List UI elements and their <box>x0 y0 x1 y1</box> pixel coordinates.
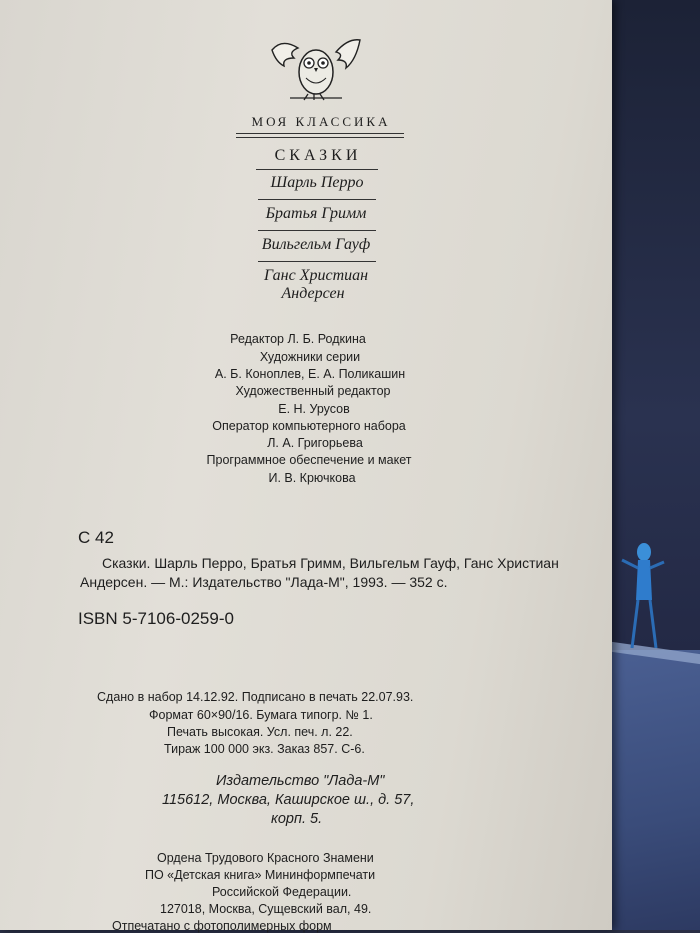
credit-line: Оператор компьютерного набора <box>212 419 406 433</box>
cover-figure-illustration <box>616 540 676 660</box>
book-title: СКАЗКИ <box>274 147 362 164</box>
divider <box>236 137 404 138</box>
credit-line: Программное обеспечение и макет <box>206 453 412 467</box>
imprint-line: Сдано в набор 14.12.92. Подписано в печать 22.07.93. <box>97 690 414 704</box>
divider <box>258 261 376 262</box>
owl-emblem-icon <box>268 36 364 102</box>
divider <box>236 133 404 134</box>
imprint-line: Формат 60×90/16. Бумага типогр. № 1. <box>149 708 373 722</box>
printer-line: ПО «Детская книга» Мининформпечати <box>145 868 376 882</box>
publisher-address: 115612, Москва, Каширское ш., д. 57, <box>162 792 415 808</box>
credit-line: Л. А. Григорьева <box>267 436 363 450</box>
author-name: Вильгельм Гауф <box>261 236 371 253</box>
imprint-line: Тираж 100 000 экз. Заказ 857. С-6. <box>164 742 365 756</box>
divider <box>258 199 376 200</box>
credit-line: И. В. Крючкова <box>268 471 356 485</box>
divider <box>258 230 376 231</box>
classification-code: С 42 <box>78 528 114 547</box>
credit-line: Художники серии <box>259 350 361 364</box>
cover-illustration-floor <box>612 650 700 930</box>
credit-line: Редактор Л. Б. Родкина <box>230 332 366 346</box>
credit-line: А. Б. Коноплев, Е. А. Поликашин <box>214 367 406 381</box>
author-name: Андерсен <box>281 285 345 302</box>
publisher-name: Издательство "Лада-М" <box>216 773 385 789</box>
series-name: МОЯ КЛАССИКА <box>251 114 391 129</box>
isbn: ISBN 5-7106-0259-0 <box>78 609 234 628</box>
divider <box>256 169 378 170</box>
credit-line: Е. Н. Урусов <box>278 402 350 416</box>
bibliographic-line: Андерсен. — М.: Издательство "Лада-М", 1993. — 352 с. <box>80 574 448 590</box>
printer-line: Российской Федерации. <box>212 885 352 899</box>
imprint-line: Печать высокая. Усл. печ. л. 22. <box>167 725 353 739</box>
printer-line: Ордена Трудового Красного Знамени <box>157 851 374 865</box>
bibliographic-line: Сказки. Шарль Перро, Братья Гримм, Вильгельм Гауф, Ганс Христиан <box>102 555 559 571</box>
publisher-address: корп. 5. <box>271 811 323 827</box>
credit-line: Художественный редактор <box>235 384 391 398</box>
author-name: Братья Гримм <box>265 205 367 222</box>
author-name: Шарль Перро <box>270 174 364 191</box>
printer-line: Отпечатано с фотополимерных форм <box>112 919 332 933</box>
author-name: Ганс Христиан <box>263 267 369 284</box>
printer-line: 127018, Москва, Сущевский вал, 49. <box>160 902 372 916</box>
